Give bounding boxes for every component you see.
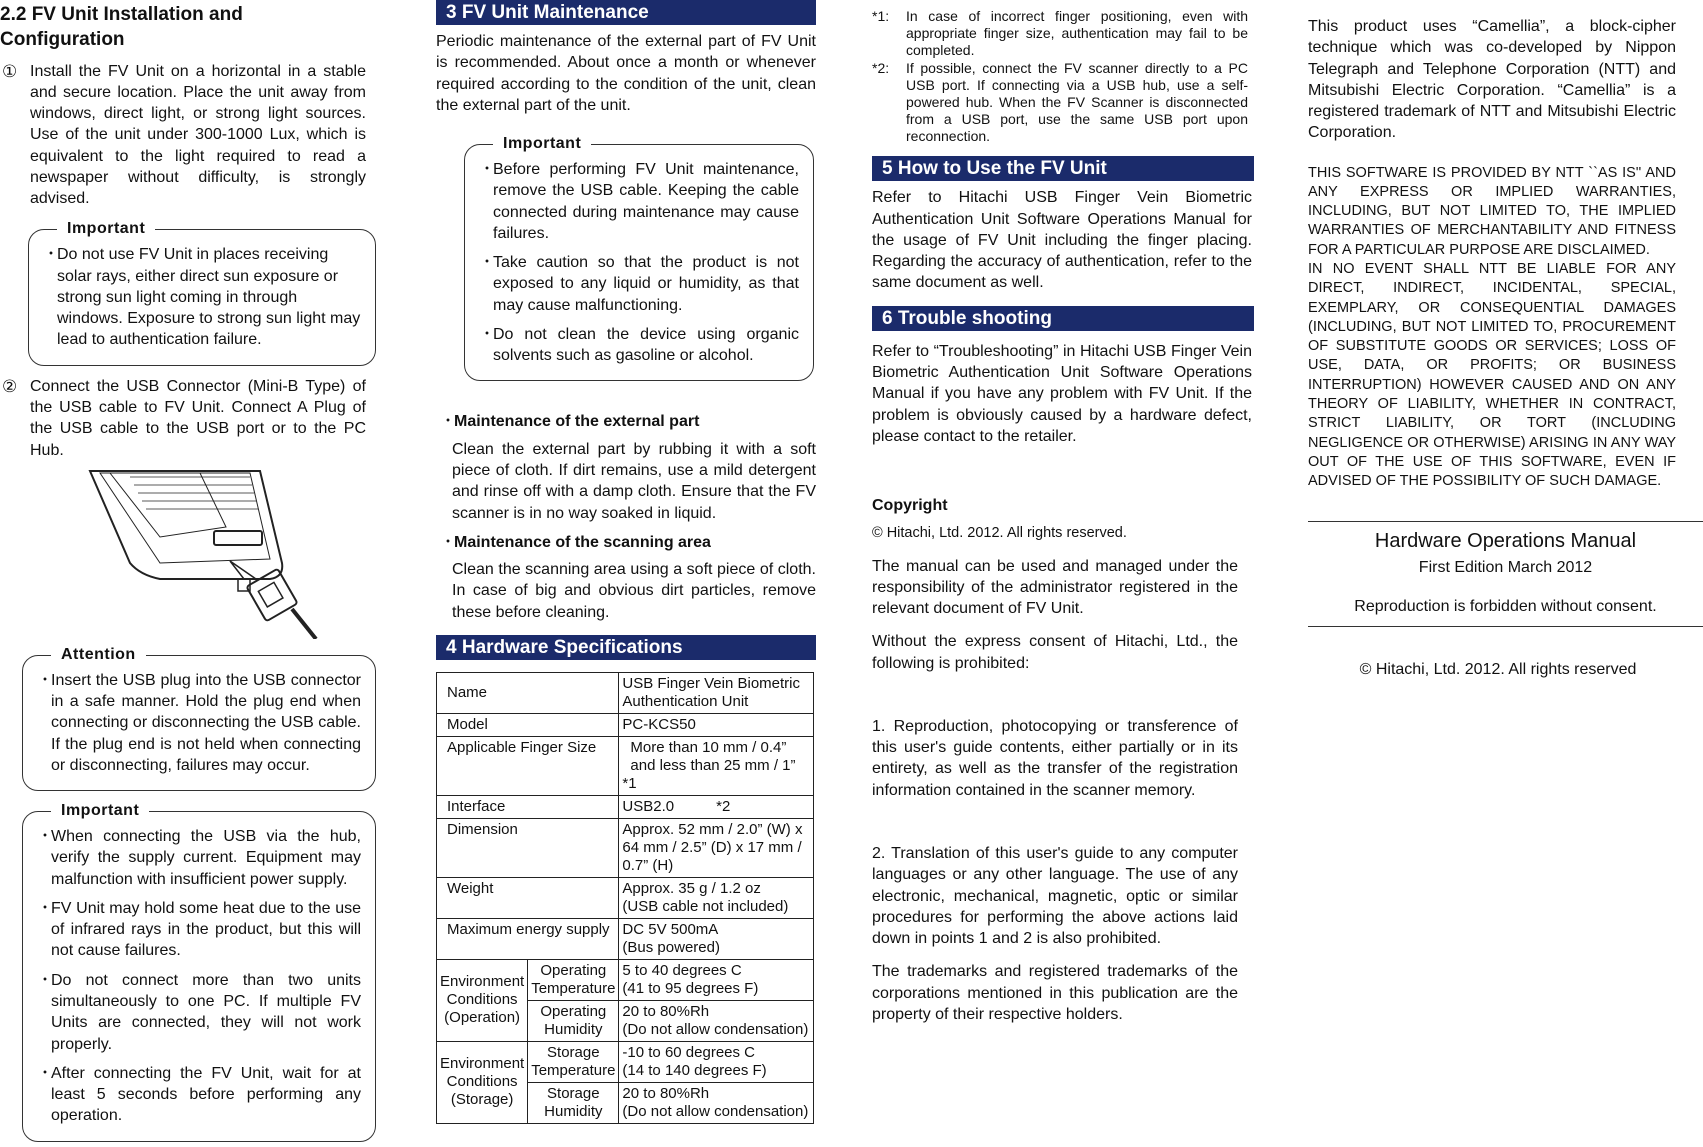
spec-value-cell	[619, 918, 814, 959]
table-row	[437, 959, 814, 1000]
step-1	[0, 61, 366, 210]
spec-key: Interface	[437, 795, 619, 818]
section-6-header: 6 Trouble shooting	[872, 306, 1254, 331]
bullet-item: ・ Do not connect more than two units simultaneously to one PC. If multiple FV Units are connected, they will not work properly.	[37, 970, 361, 1055]
bullet-text: Before performing FV Unit maintenance, remove the USB cable. Keeping the cable connected during maintenance may cause failures.	[493, 161, 799, 242]
spec-key: Storage Temperature	[528, 1041, 619, 1082]
bullet-item: ・ Do not use FV Unit in places receiving solar rays, either direct sun exposure or strong sun light coming in through windows. Exposure to strong sun light may lead to authentication failure.	[43, 244, 361, 350]
table-row	[437, 918, 814, 959]
spec-value-cell	[619, 736, 814, 795]
bullet-text: FV Unit may hold some heat due to the use of infrared rays in the product, but this will not cause failures.	[51, 899, 361, 960]
bullet-item: ・ After connecting the FV Unit, wait for at least 5 seconds before performing any operation.	[37, 1063, 361, 1127]
spec-value: (USB cable not included)	[622, 897, 789, 915]
spec-value: 20 to 80%Rh	[622, 1084, 710, 1102]
section-3-intro: Periodic maintenance of the external part of FV Unit is recommended. About once a month or whenever required according to the condition of the unit, clean the external part of the unit.	[436, 33, 816, 114]
usb-connection-illustration	[0, 467, 366, 639]
copyright-line: © Hitachi, Ltd. 2012. All rights reserved.	[872, 525, 1127, 542]
step-1-number: ①	[2, 61, 18, 81]
bullet-text: When connecting the USB via the hub, verify the supply current. Equipment may malfunction with insufficient power supply.	[51, 828, 361, 888]
table-row	[437, 713, 814, 736]
column-2	[436, 0, 816, 1124]
spec-value: (Do not allow condensation)	[622, 1020, 809, 1038]
scanning-maintenance-text: Clean the scanning area using a soft piece of cloth. In case of big and obvious dirt particles, remove these before cleaning.	[452, 561, 816, 621]
spec-value: Approx. 52 mm / 2.0” (W) x 64 mm / 2.5” (D) x 17 mm / 0.7” (H)	[619, 818, 814, 877]
table-row	[437, 1041, 814, 1082]
spec-key: Storage Humidity	[528, 1082, 619, 1123]
bullet-text: Do not use FV Unit in places receiving solar rays, either direct sun exposure or strong sun light coming in through windows. Exposure to strong sun light may lead to authentication failure.	[57, 246, 361, 349]
section-5-text: Refer to Hitachi USB Finger Vein Biometric Authentication Unit Software Operations Manual for the usage of FV Unit including the finger placing. Regarding the accuracy of authentication, refer to the same document as well.	[872, 189, 1252, 292]
manual-title: Hardware Operations Manual	[1374, 530, 1637, 553]
table-row	[437, 736, 814, 795]
bullet-item: ・ When connecting the USB via the hub, verify the supply current. Equipment may malfunction with insufficient power supply.	[37, 826, 361, 890]
spec-value: 20 to 80%Rh	[622, 1002, 710, 1020]
spec-value: Approx. 35 g / 1.2 oz	[622, 879, 761, 897]
spec-group: Environment Conditions (Operation)	[437, 959, 528, 1041]
footnote-1-text: In case of incorrect finger positioning, even with appropriate finger size, authentication may fail to be completed.	[906, 8, 1248, 58]
spec-key: Dimension	[437, 818, 619, 877]
bullet-item: ・ FV Unit may hold some heat due to the use of infrared rays in the product, but this will not cause failures.	[37, 898, 361, 962]
column-4	[1308, 16, 1703, 680]
attention-box	[22, 645, 376, 791]
spec-key: Name	[437, 672, 619, 713]
bullet-text: Insert the USB plug into the USB connector in a safe manner. Hold the plug end when connecting or disconnecting the USB cable. If the plug end is not held when connecting or disconnecting, failures may occur.	[51, 671, 361, 774]
spec-value-cell	[619, 959, 814, 1000]
step-1-text: Install the FV Unit on a horizontal in a stable and secure location. Place the unit away from windows, direct light, or strong light sources. Use of the unit under 300-1000 Lux, which is equivalent to the light required to read a newspaper without difficulty, is strongly advised.	[30, 62, 366, 208]
manual-info-block	[1308, 521, 1703, 626]
footnote-2-key: *2:	[872, 60, 890, 77]
external-maintenance-text: Clean the external part by rubbing it with a soft piece of cloth. If dirt remains, use a mild detergent and rinse off with a damp cloth. Ensure that the FV scanner is in no way soaked in liquid.	[452, 440, 816, 522]
footnote-1-key: *1:	[872, 8, 890, 24]
attention-tag: Attention	[51, 644, 146, 665]
table-row	[437, 795, 814, 818]
hardware-spec-table	[436, 672, 814, 1124]
bullet-item: ・ Insert the USB plug into the USB connector in a safe manner. Hold the plug end when connecting or disconnecting the USB cable. If the plug end is not held when connecting or disconnecting, failures may occur.	[37, 670, 361, 776]
spec-value: (14 to 140 degrees F)	[622, 1061, 767, 1079]
edition: First Edition March 2012	[1418, 558, 1593, 576]
step-2-text: Connect the USB Connector (Mini-B Type) of the USB cable to FV Unit. Connect A Plug of the USB cable to the USB port or to the PC Hub.	[30, 377, 366, 459]
table-row	[437, 672, 814, 713]
scanning-maintenance-heading-row: ・ Maintenance of the scanning area	[436, 532, 816, 553]
paragraph: The trademarks and registered trademarks of the corporations mentioned in this publication are the property of their respective holders.	[872, 963, 1238, 1023]
spec-key: Applicable Finger Size	[437, 736, 619, 795]
spec-value-cell	[619, 1000, 814, 1041]
paragraph: Without the express consent of Hitachi, Ltd., the following is prohibited:	[872, 633, 1238, 672]
scanning-maintenance-heading: Maintenance of the scanning area	[454, 533, 711, 551]
camellia-notice: This product uses “Camellia”, a block-cipher technique which was co-developed by Nippon Telegraph and Telephone Corporation (NTT) and Mitsubishi Electric Corporation. “Camellia” is a registered trademark of NTT and Mitsubishi Electric Corporation.	[1308, 18, 1676, 142]
footer-copyright: © Hitachi, Ltd. 2012. All rights reserved	[1359, 660, 1637, 678]
important-tag: Important	[493, 133, 591, 154]
important-box-maintenance	[464, 135, 814, 381]
spec-value: PC-KCS50	[619, 713, 814, 736]
license-disclaimer: THIS SOFTWARE IS PROVIDED BY NTT ``AS IS'' AND ANY EXPRESS OR IMPLIED WARRANTIES, INCLUDING, BUT NOT LIMITED TO, THE IMPLIED WARRANTIES OF MERCHANTABILITY AND FITNESS FOR A PARTICULAR PURPOSE ARE DISCLAIMED.	[1308, 164, 1676, 258]
spec-value: More than 10 mm / 0.4” and less than 25 mm / 1”	[630, 738, 796, 774]
important-box-1	[28, 220, 376, 365]
external-maintenance-heading: Maintenance of the external part	[454, 413, 700, 431]
spec-value: USB Finger Vein Biometric Authentication Unit	[619, 672, 814, 713]
column-3	[872, 8, 1252, 1025]
spec-value: (41 to 95 degrees F)	[622, 979, 759, 997]
paragraph: The manual can be used and managed under the responsibility of the administrator registered in the relevant document of FV Unit.	[872, 557, 1238, 618]
reproduction-notice: Reproduction is forbidden without consent.	[1354, 598, 1657, 616]
copyright-heading: Copyright	[872, 497, 948, 515]
spec-value-cell	[619, 1082, 814, 1123]
spec-note: *1	[622, 774, 637, 792]
step-2-number: ②	[2, 376, 18, 396]
spec-value-cell	[619, 877, 814, 918]
bullet-text: Take caution so that the product is not exposed to any liquid or humidity, as that may cause malfunctioning.	[493, 254, 799, 314]
footnote-2-text: If possible, connect the FV scanner directly to a PC USB port. If connecting via a USB hub, use a self-powered hub. When the FV Scanner is disconnected from a USB port, use the same USB port upon reconnection.	[906, 60, 1248, 144]
spec-value: USB2.0	[622, 797, 675, 815]
important-tag: Important	[57, 218, 155, 239]
section-3-header: 3 FV Unit Maintenance	[436, 0, 816, 25]
bullet-text: Do not clean the device using organic solvents such as gasoline or alcohol.	[493, 325, 799, 365]
important-box-2	[22, 802, 376, 1141]
section-5-header: 5 How to Use the FV Unit	[872, 156, 1254, 181]
spec-note: *2	[716, 797, 731, 815]
spec-value: 5 to 40 degrees C	[622, 961, 742, 979]
footnote-2	[872, 60, 1248, 144]
paragraph: 1. Reproduction, photocopying or transference of this user's guide contents, either partially or in its entirety, as well as the transfer of the registration information contained in the scanner memory.	[872, 717, 1238, 799]
spec-value: (Bus powered)	[622, 938, 720, 956]
spec-value-cell	[619, 1041, 814, 1082]
spec-key: Weight	[437, 877, 619, 918]
spec-value: -10 to 60 degrees C	[622, 1043, 756, 1061]
column-1	[0, 0, 366, 1142]
table-row	[437, 877, 814, 918]
section-4-header: 4 Hardware Specifications	[436, 635, 816, 660]
spec-value-cell	[619, 795, 814, 818]
spec-key: Model	[437, 713, 619, 736]
spec-value: DC 5V 500mA	[622, 920, 719, 938]
bullet-text: After connecting the FV Unit, wait for at least 5 seconds before performing any operation.	[51, 1064, 361, 1125]
spec-key: Maximum energy supply	[437, 918, 619, 959]
spec-value: (Do not allow condensation)	[622, 1102, 809, 1120]
paragraph: 2. Translation of this user's guide to any computer languages or any other language. The use of any electronic, mechanical, magnetic, optic or similar procedures for performing the above actions laid down in points 1 and 2 is also prohibited.	[872, 844, 1238, 948]
bullet-item: ・ Before performing FV Unit maintenance, remove the USB cable. Keeping the cable connected during maintenance may cause failures.	[479, 159, 799, 244]
section-6-text: Refer to “Troubleshooting” in Hitachi USB Finger Vein Biometric Authentication Unit Software Operations Manual if you have any problem with FV Unit. If the problem is obviously caused by a hardware defect, please contact to the retailer.	[872, 342, 1252, 445]
table-row	[437, 818, 814, 877]
section-2-2-heading: 2.2 FV Unit Installation and Configuration	[0, 4, 243, 51]
important-tag: Important	[51, 800, 149, 821]
bullet-text: Do not connect more than two units simultaneously to one PC. If multiple FV Units are connected, they will not work properly.	[51, 971, 361, 1053]
spec-key: Operating Temperature	[528, 959, 619, 1000]
external-maintenance-heading-row: ・ Maintenance of the external part	[436, 411, 816, 432]
license-liability: IN NO EVENT SHALL NTT BE LIABLE FOR ANY DIRECT, INDIRECT, INCIDENTAL, SPECIAL, EXEMPLARY, OR CONSEQUENTIAL DAMAGES (INCLUDING, BUT NOT LIMITED TO, PROCUREMENT OF SUBSTITUTE GOODS OR SERVICES; LOSS OF USE, DATA, OR PROFITS; OR BUSINESS INTERRUPTION) HOWEVER CAUSED AND ON ANY THEORY OF LIABILITY, WHETHER IN CONTRACT, STRICT LIABILITY, OR TORT (INCLUDING NEGLIGENCE OR OTHERWISE) ARISING IN ANY WAY OUT OF THE USE OF THIS SOFTWARE, EVEN IF ADVISED OF THE POSSIBILITY OF SUCH DAMAGE.	[1308, 261, 1676, 490]
step-2	[0, 376, 366, 461]
bullet-item: ・ Do not clean the device using organic solvents such as gasoline or alcohol.	[479, 324, 799, 367]
spec-group: Environment Conditions (Storage)	[437, 1041, 528, 1123]
spec-key: Operating Humidity	[528, 1000, 619, 1041]
footnote-1	[872, 8, 1248, 58]
bullet-item: ・ Take caution so that the product is not exposed to any liquid or humidity, as that may cause malfunctioning.	[479, 252, 799, 316]
